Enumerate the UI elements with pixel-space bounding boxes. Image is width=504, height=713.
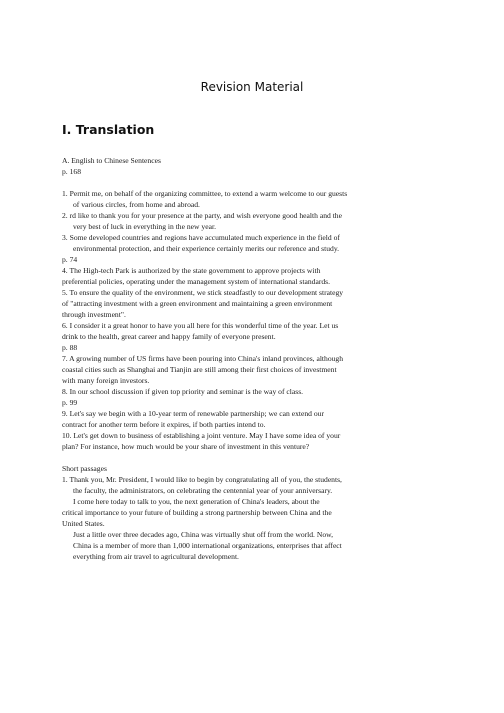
sentence-2-cont: very best of luck in everything in the new year. bbox=[73, 222, 216, 231]
sentence-1: 1. Permit me, on behalf of the organizing committee, to extend a warm welcome to our guests bbox=[62, 189, 348, 198]
passage-1-cont: Just a little over three decades ago, China was virtually shut off from the world. Now, bbox=[73, 530, 334, 539]
sentence-5-cont: of "attracting investment with a green environment and maintaining a green environment bbox=[62, 299, 333, 308]
sentence-10: 10. Let's get down to business of establishing a joint venture. May I have some idea of your bbox=[62, 431, 341, 440]
page-reference: p. 168 bbox=[62, 167, 81, 176]
passage-1-cont: the faculty, the administrators, on celebrating the centennial year of your anniversary. bbox=[73, 486, 333, 495]
sentence-3-cont: environmental protection, and their experience certainly merits our reference and study. bbox=[73, 244, 340, 253]
passage-1-cont: I come here today to talk to you, the next generation of China's leaders, about the bbox=[73, 497, 320, 506]
sentence-3: 3. Some developed countries and regions have accumulated much experience in the field of bbox=[62, 233, 340, 242]
document-body bbox=[62, 155, 448, 562]
sentence-7-cont: coastal cities such as Shanghai and Tianjin are still among their first choices of investment bbox=[62, 365, 337, 374]
sentence-5: 5. To ensure the quality of the environment, we stick steadfastly to our development strategy bbox=[62, 288, 344, 297]
sentence-6: 6. I consider it a great honor to have you all here for this wonderful time of the year. Let us bbox=[62, 321, 339, 330]
sentence-4-cont: preferential policies, operating under the management system of international standards. bbox=[62, 277, 331, 286]
sentence-9: 9. Let's say we begin with a 10-year term of renewable partnership; we can extend our bbox=[62, 409, 324, 418]
subsection-heading: A. English to Chinese Sentences bbox=[62, 156, 161, 165]
sentence-4: 4. The High-tech Park is authorized by the state government to approve projects with bbox=[62, 266, 321, 275]
sentence-6-cont: drink to the health, great career and happy family of everyone present. bbox=[62, 332, 276, 341]
passage-1-cont: everything from air travel to agricultural development. bbox=[73, 552, 239, 561]
page-reference: p. 88 bbox=[62, 343, 78, 352]
page-reference: p. 74 bbox=[62, 255, 78, 264]
sentence-7: 7. A growing number of US firms have been pouring into China's inland provinces, although bbox=[62, 354, 344, 363]
sentence-10-cont: plan? For instance, how much would be your share of investment in this venture? bbox=[62, 442, 310, 451]
passage-1: 1. Thank you, Mr. President, I would like to begin by congratulating all of you, the students, bbox=[62, 475, 342, 484]
page-reference: p. 99 bbox=[62, 398, 78, 407]
sentence-9-cont: contract for another term before it expires, if both parties intend to. bbox=[62, 420, 266, 429]
short-passages-heading: Short passages bbox=[62, 464, 107, 473]
page-title: Revision Material bbox=[200, 80, 304, 94]
sentence-7-cont: with many foreign investors. bbox=[62, 376, 150, 385]
section-heading: I. Translation bbox=[62, 122, 155, 137]
sentence-1-cont: of various circles, from home and abroad. bbox=[73, 200, 200, 209]
passage-1-cont: China is a member of more than 1,000 international organizations, enterprises that affect bbox=[73, 541, 342, 550]
sentence-2: 2. rd like to thank you for your presence at the party, and wish everyone good health and the bbox=[62, 211, 342, 220]
passage-1-cont: critical importance to your future of building a strong partnership between China and the bbox=[62, 508, 332, 517]
passage-1-cont: United States. bbox=[62, 519, 105, 528]
sentence-8: 8. In our school discussion if given top priority and seminar is the way of class. bbox=[62, 387, 304, 396]
sentence-5-cont: through investment". bbox=[62, 310, 126, 319]
